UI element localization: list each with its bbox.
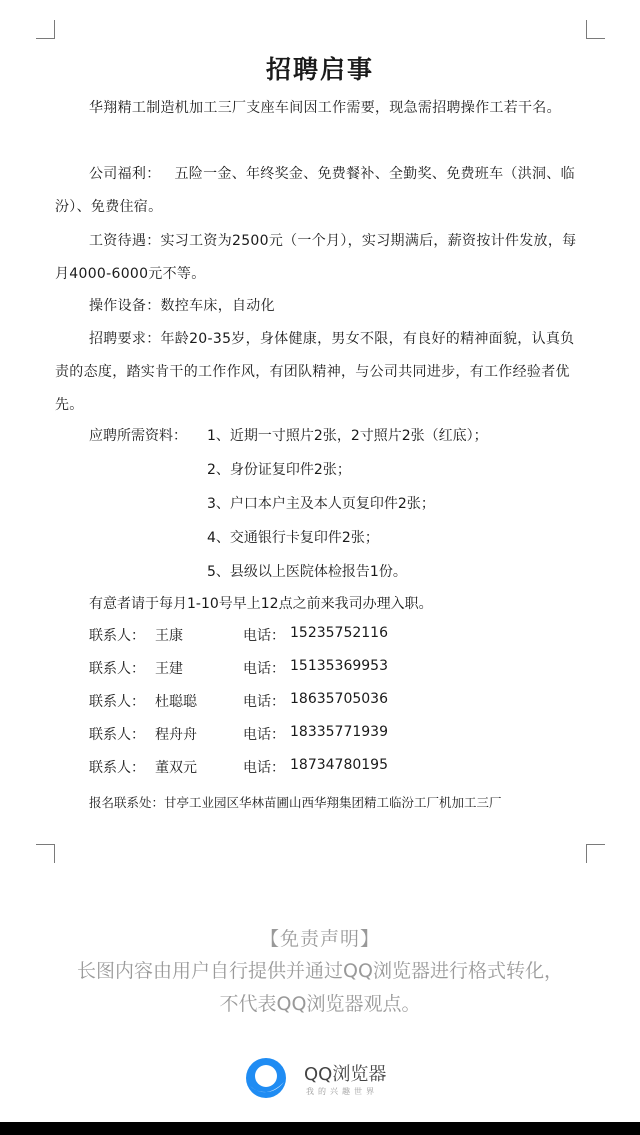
disclaimer-title: 【免责声明】 [259, 928, 380, 950]
equipment-label: 操作设备： [89, 298, 161, 314]
contact-phone[interactable]: 15235752116 [290, 625, 388, 641]
contact-label: 联系人： [89, 760, 145, 776]
registration-address: 报名联系处：甘亭工业园区华林苗圃山西华翔集团精工临汾工厂机加工三厂 [89, 795, 502, 810]
salary-label: 工资待遇： [89, 233, 161, 249]
contact-name: 董双元 [155, 760, 197, 776]
logo-name: QQ浏览器 [304, 1064, 387, 1085]
contact-name: 王康 [155, 628, 183, 644]
page-corner-mark-top-left [36, 20, 55, 39]
requirements-label: 招聘要求： [89, 331, 161, 347]
disclaimer-text [0, 955, 640, 1021]
contact-tel-label: 电话： [243, 727, 285, 743]
welfare-text: 五险一金、年终奖金、免费餐补、全勤奖、免费班车（洪洞、临汾）、免费住宿。 [55, 166, 575, 215]
materials-item: 1、近期一寸照片2张，2寸照片2张（红底）； [207, 428, 488, 444]
salary-paragraph [55, 225, 585, 291]
qq-browser-logo-icon [244, 1056, 288, 1100]
page-title: 招聘启事 [265, 55, 374, 84]
bottom-bar [0, 1122, 640, 1135]
page-corner-mark-bottom-right [586, 844, 605, 863]
qq-browser-brand[interactable] [244, 1054, 414, 1102]
logo-slogan: 我的兴趣世界 [306, 1087, 378, 1096]
contact-name: 王建 [155, 661, 183, 677]
contact-name: 杜聪聪 [155, 694, 197, 710]
disclaimer-line: 长图内容由用户自行提供并通过QQ浏览器进行格式转化， [77, 960, 563, 982]
welfare-label: 公司福利： [89, 166, 161, 182]
materials-item: 2、身份证复印件2张； [207, 462, 351, 478]
contact-tel-label: 电话： [243, 694, 285, 710]
contact-label: 联系人： [89, 628, 145, 644]
salary-text: 实习工资为2500元（一个月），实习期满后，薪资按计件发放，每月4000-6000元不等。 [55, 233, 577, 282]
contact-phone[interactable]: 18335771939 [290, 724, 388, 740]
intro-paragraph: 华翔精工制造机加工三厂支座车间因工作需要，现急需招聘操作工若干名。 [89, 100, 561, 116]
contact-tel-label: 电话： [243, 760, 285, 776]
materials-item: 4、交通银行卡复印件2张； [207, 530, 379, 546]
page-corner-mark-bottom-left [36, 844, 55, 863]
requirements-text: 年龄20-35岁，身体健康，男女不限，有良好的精神面貌，认真负责的态度，踏实肯干的工作作风，有团队精神，与公司共同进步，有工作经验者优先。 [55, 331, 575, 413]
contact-name: 程舟舟 [155, 727, 197, 743]
contact-label: 联系人： [89, 694, 145, 710]
contact-phone[interactable]: 18635705036 [290, 691, 388, 707]
contact-label: 联系人： [89, 661, 145, 677]
materials-label: 应聘所需资料： [89, 428, 187, 444]
apply-note: 有意者请于每月1-10号早上12点之前来我司办理入职。 [89, 596, 433, 612]
contact-phone[interactable]: 18734780195 [290, 757, 388, 773]
contact-tel-label: 电话： [243, 661, 285, 677]
materials-item: 5、县级以上医院体检报告1份。 [207, 564, 407, 580]
materials-item: 3、户口本户主及本人页复印件2张； [207, 496, 435, 512]
page-corner-mark-top-right [586, 20, 605, 39]
equipment-paragraph [55, 290, 585, 323]
contact-tel-label: 电话： [243, 628, 285, 644]
disclaimer-line: 不代表QQ浏览器观点。 [219, 993, 421, 1015]
contact-label: 联系人： [89, 727, 145, 743]
requirements-paragraph [55, 323, 585, 422]
welfare-paragraph [55, 158, 585, 224]
equipment-text: 数控车床，自动化 [160, 298, 275, 314]
contact-phone[interactable]: 15135369953 [290, 658, 388, 674]
